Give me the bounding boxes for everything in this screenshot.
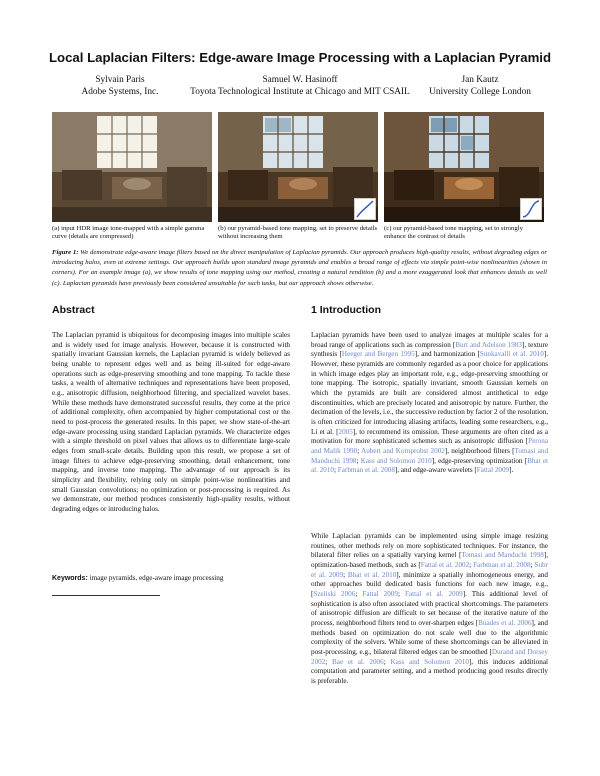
citation-link[interactable]: Bhat et al. 2010: [311, 456, 548, 475]
citation-link[interactable]: 2005: [338, 427, 353, 436]
intro-text-segment: ;: [530, 560, 535, 569]
citation-link[interactable]: Kass and Solomon 2010: [390, 657, 469, 666]
intro-text-segment: ;: [383, 657, 391, 666]
citation-link[interactable]: Subr et al. 2009: [311, 560, 548, 579]
intro-text-segment: ;: [397, 589, 405, 598]
citation-link[interactable]: Perona and Malik 1990: [311, 437, 548, 455]
footnote-rule: [52, 595, 160, 596]
intro-text-segment: ;: [356, 456, 361, 465]
citation-link[interactable]: Bae et al. 2006: [332, 657, 384, 666]
intro-text-segment: ;: [357, 446, 362, 455]
intro-paragraph-1: [311, 331, 548, 476]
citation-link[interactable]: Burt and Adelson 1983: [455, 340, 522, 349]
tone-curve-icon-b: [354, 198, 376, 220]
author-kautz: [410, 74, 550, 98]
intro-text-segment: ], and harmonization [: [414, 350, 480, 359]
author-name: Samuel W. Hasinoff: [262, 75, 338, 85]
intro-text-segment: ]. However, these pyramids are commonly regarded as a poor choice for applications in which image edges play an important role, e.g., edge-preserving smoothing or tone mapping. The isotropic, spatially invariant, smooth Gaussian kernels on which the pyramids are built are considered almost antithetical to edge discontinuities, which are precisely located and anisotropic by nature. Further, the decimation of the levels, i.e., the successive reduction by factor 2 of the resolution, is often criticized for introducing aliasing artifacts, leading some researchers, e.g., Li et al. [: [311, 350, 548, 436]
intro-text-segment: ;: [355, 589, 363, 598]
author-name: Jan Kautz: [461, 75, 499, 85]
intro-text-segment: ;: [343, 570, 348, 579]
intro-text-segment: ;: [325, 657, 333, 666]
subcaption-c: (c) our pyramid-based tone mapping, set to strongly enhance the contrast of details: [384, 225, 523, 241]
figure-image-b: [218, 112, 378, 222]
abstract-heading: Abstract: [52, 304, 95, 316]
intro-text-segment: ], minimize a spatially inhomogeneous energy, and other approaches build dedicated basis functions for each new image, e.g., [: [311, 570, 548, 598]
citation-link[interactable]: Tomasi and Manduchi 1998: [461, 551, 544, 560]
intro-text-segment: ], to recommend its omission. These arguments are often cited as a motivation for more sophisticated schemes such as anisotropic diffusion [: [311, 427, 548, 446]
citation-link[interactable]: Sunkavalli et al. 2010: [479, 350, 544, 359]
tone-curve-icon-c: [520, 198, 542, 220]
paper-title: Local Laplacian Filters: Edge-aware Image Processing with a Laplacian Pyramid: [48, 50, 552, 65]
subcaption-b: (b) our pyramid-based tone mapping, set to preserve details without increasing them: [218, 225, 378, 241]
citation-link[interactable]: Farbman et al. 2008: [473, 560, 531, 569]
figure-image-a: [52, 112, 212, 222]
figure-image-c: [384, 112, 544, 222]
figure-caption-label: Figure 1:: [52, 249, 79, 256]
citation-link[interactable]: Bhat et al. 2010: [347, 570, 397, 579]
figure-caption-text: We demonstrate edge-aware image filters based on the direct manipulation of Laplacian pyramids. Our approach produces high-quality results, without degrading edges or introducing halos, even at extreme settings. Our approach builds upon standard image pyramids and enables a broad range of effects via simple point-wise nonlinearities (shown in corners). For an example image (a), we show results of tone mapping using our method, creating a natural rendition (b) and a more exaggerated look that enhances details as well (c). Laplacian pyramids have previously been considered unsuitable for such tasks, but our approach shows otherwise.: [52, 249, 547, 287]
citation-link[interactable]: Kass and Solomon 2010: [360, 456, 432, 465]
citation-link[interactable]: Fattal et al. 2009: [404, 589, 463, 598]
subcaption-a: (a) input HDR image tone-mapped with a simple gamma curve (details are compressed): [52, 225, 205, 241]
introduction-heading: 1 Introduction: [311, 304, 381, 316]
author-name: Sylvain Paris: [95, 75, 145, 85]
intro-text-segment: ], neighborhood filters [: [444, 446, 515, 455]
intro-text-segment: ], and methods based on optimization do not scale well due to the algorithmic complexity of the solvers. While some of these shortcomings can be alleviated in post-processing, e.g., bilateral filtered edges can be smoothed [: [311, 618, 548, 656]
intro-text-segment: ], and edge-aware wavelets [: [394, 466, 477, 475]
citation-link[interactable]: Fattal et al. 2002: [420, 560, 470, 569]
keywords: [52, 574, 290, 584]
intro-text-segment: ], this induces additional computation and parameter setting, and a method producing good results directly is preferable.: [311, 657, 548, 685]
citation-link[interactable]: Tomasi and Manduchi 1998: [311, 446, 549, 465]
author-hasinoff: [165, 74, 435, 98]
intro-text-segment: ]. This additional level of sophistication is also often associated with practical shortcomings. The parameters of anisotropic diffusion are difficult to set because of the iterative nature of the process, neighborhood filters tend to over-sharpen edges [: [311, 589, 548, 627]
author-affiliation: Toyota Technological Institute at Chicago and MIT CSAIL: [190, 87, 410, 97]
intro-text-segment: ].: [509, 466, 514, 475]
keywords-label: Keywords:: [52, 575, 88, 582]
citation-link[interactable]: Buades et al. 2006: [478, 618, 532, 627]
citation-link[interactable]: Fattal 2009: [476, 466, 510, 475]
intro-text-segment: Laplacian pyramids have been used to analyze images at multiple scales for a broad range of applications such as compression [: [311, 331, 548, 349]
intro-text-segment: ;: [334, 466, 338, 475]
keywords-text: image pyramids, edge-aware image processing: [89, 574, 224, 582]
citation-link[interactable]: Aubert and Kornprobst 2002: [361, 446, 445, 455]
abstract-text: The Laplacian pyramid is ubiquitous for decomposing images into multiple scales and is widely used for image analysis. However, because it is constructed with spatially invariant Gaussian kernels, the Laplacian pyramid is widely believed as being unable to represent edges well and as being ill-suited for edge-aware operations such as edge-preserving smoothing and tone mapping. To tackle these tasks, a wealth of alternative techniques and representations have been proposed, e.g., anisotropic diffusion, neighborhood filtering, and specialized wavelet bases. While these methods have demonstrated successful results, they come at the price of additional complexity, often accompanied by higher computational cost or the need to post-process the generated results. In this paper, we show state-of-the-art edge-aware processing using standard Laplacian pyramids. We characterize edges with a simple threshold on pixel values that allows us to differentiate large-scale edges from small-scale details. Building upon this result, we propose a set of image filters to achieve edge-preserving smoothing, detail enhancement, tone mapping, and inverse tone mapping. The advantage of our approach is its simplicity and flexibility, relying only on simple point-wise nonlinearities and small Gaussian convolutions; no optimization or post-processing is required. As we demonstrate, our method produces consistently high-quality results, without degrading edges or introducing halos.: [52, 331, 290, 513]
intro-text-segment: ], texture synthesis [: [311, 340, 549, 359]
figure-caption: [52, 248, 547, 289]
author-affiliation: Adobe Systems, Inc.: [81, 87, 159, 97]
intro-text-segment: ;: [469, 560, 474, 569]
intro-paragraph-2: [311, 532, 548, 687]
citation-link[interactable]: Durand and Dorsey 2002: [311, 647, 548, 666]
author-affiliation: University College London: [429, 87, 531, 97]
citation-link[interactable]: Farbman et al. 2008: [337, 466, 395, 475]
intro-text-segment: ], edge-preserving optimization [: [431, 456, 528, 465]
intro-text-segment: While Laplacian pyramids can be implemented using simple image resizing routines, other methods rely on more sophisticated techniques. For instance, the bilateral filter relies on a spatially varying kernel [: [311, 532, 548, 560]
citation-link[interactable]: Heeger and Bergen 1995: [341, 350, 415, 359]
citation-link[interactable]: Szeliski 2006: [313, 589, 356, 598]
intro-text-segment: ], optimization-based methods, such as [: [311, 551, 548, 569]
citation-link[interactable]: Fattal 2009: [362, 589, 398, 598]
